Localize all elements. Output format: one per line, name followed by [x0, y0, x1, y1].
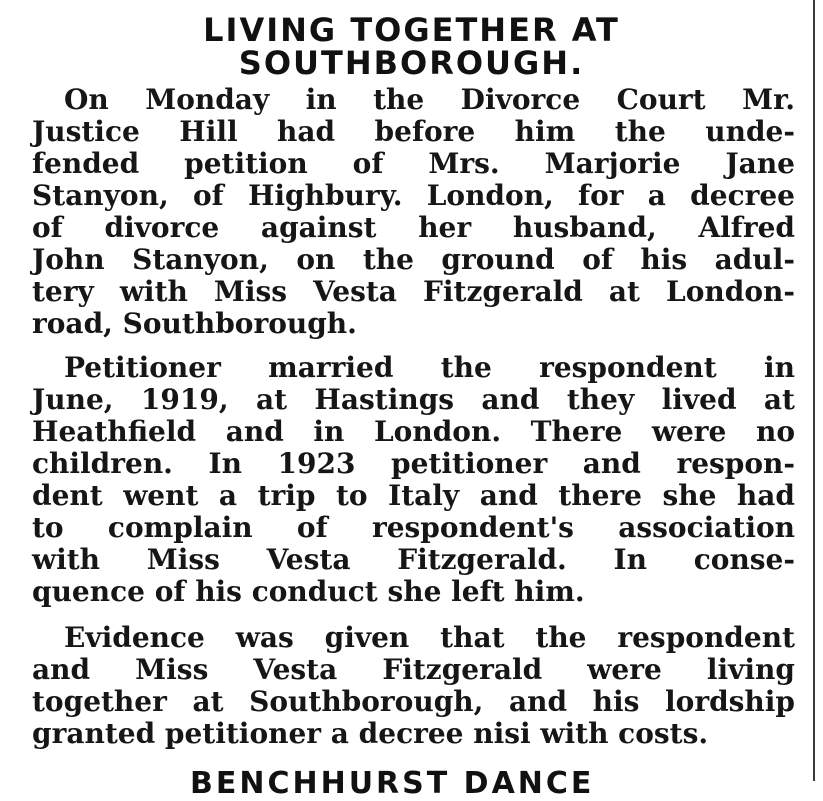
body-line: Justice Hill had before him the unde- — [32, 115, 795, 148]
body-line: Stanyon, of Highbury. London, for a decree — [32, 179, 795, 212]
headline-line-1: LIVING TOGETHER AT — [203, 11, 620, 49]
body-line: On Monday in the Divorce Court Mr. — [64, 83, 795, 116]
body-line: dent went a trip to Italy and there she had — [32, 479, 795, 512]
body-line: John Stanyon, on the ground of his adul- — [32, 243, 795, 276]
body-line: Heathfield and in London. There were no — [32, 415, 795, 448]
body-line: to complain of respondent's association — [32, 511, 795, 544]
headline-line-2: SOUTHBOROUGH. — [238, 44, 585, 82]
body-line: of divorce against her husband, Alfred — [32, 211, 795, 244]
body-line: with Miss Vesta Fitzgerald. In conse- — [32, 543, 795, 576]
body-line: quence of his conduct she left him. — [32, 575, 585, 608]
body-line: granted petitioner a decree nisi with costs. — [32, 717, 709, 750]
body-line: road, Southborough. — [32, 307, 357, 340]
body-line: and Miss Vesta Fitzgerald were living — [32, 653, 795, 686]
body-line: children. In 1923 petitioner and respon- — [32, 447, 795, 480]
body-line: June, 1919, at Hastings and they lived at — [32, 383, 795, 416]
body-line: Petitioner married the respondent in — [64, 351, 795, 384]
column-rule — [813, 0, 815, 781]
body-line: fended petition of Mrs. Marjorie Jane — [32, 147, 795, 180]
body-line: together at Southborough, and his lordship — [32, 685, 795, 718]
body-line: tery with Miss Vesta Fitzgerald at London- — [32, 275, 795, 308]
next-article-headline: BENCHHURST DANCE — [190, 766, 595, 801]
body-line: Evidence was given that the respondent — [64, 621, 795, 654]
